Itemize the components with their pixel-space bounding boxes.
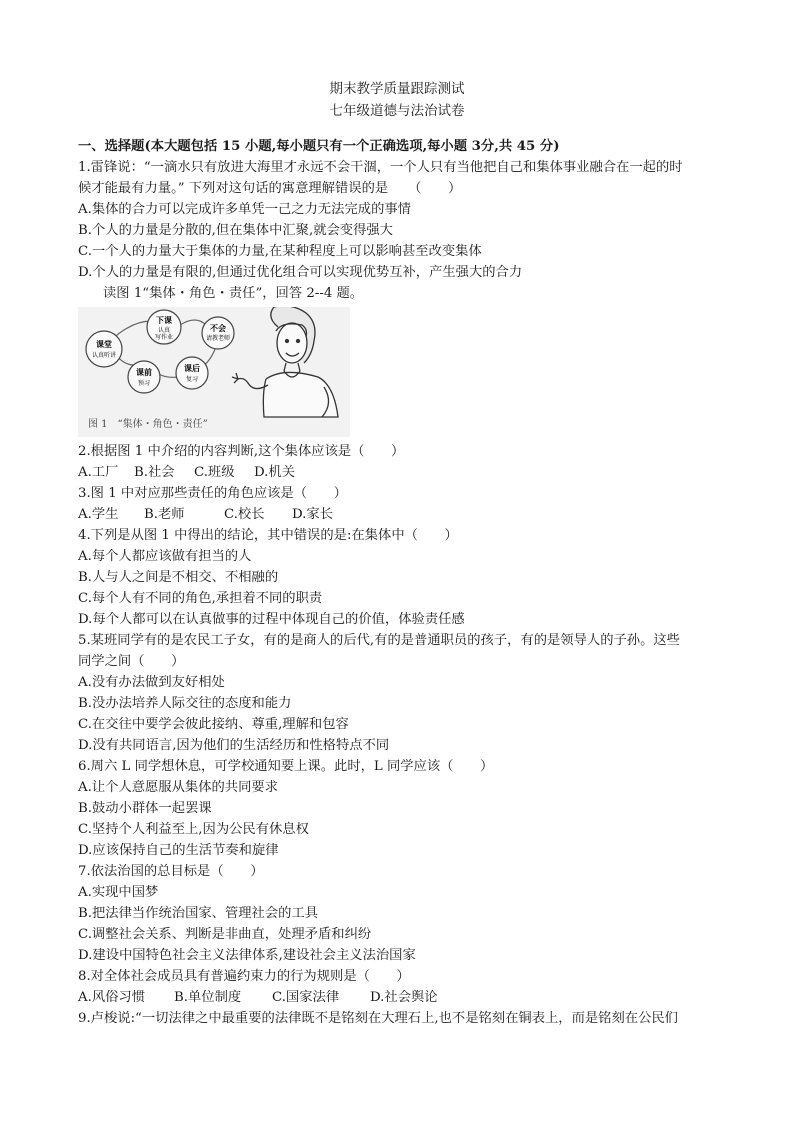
question-8-option-a: A.风俗习惯	[78, 990, 146, 1005]
bubble-review	[176, 357, 208, 389]
question-5-stem-line2: 同学之间（ ）	[78, 654, 185, 669]
bubble-sublabel: 写作业	[154, 334, 174, 341]
question-4-option-b: B.人与人之间是不相交、不相融的	[78, 570, 279, 585]
question-3-stem: 3.图 1 中对应那些责任的角色应该是（ ）	[78, 486, 347, 501]
question-7-option-d: D.建设中国特色社会主义法律体系,建设社会主义法治国家	[78, 948, 416, 963]
question-8-option-c: C.国家法律	[272, 990, 340, 1005]
figure-1-illustration	[78, 307, 350, 437]
bubble-label: 下课	[156, 316, 172, 325]
figure-caption: 图 1 “集体・角色・责任”	[88, 419, 208, 430]
question-3-option-d: D.家长	[292, 507, 334, 522]
exam-content	[78, 136, 723, 1029]
exam-title: 期末教学质量跟踪测试	[329, 81, 465, 97]
question-6-option-d: D.应该保持自己的生活节奏和旋律	[78, 843, 279, 858]
question-7-option-a: A.实现中国梦	[78, 885, 159, 900]
bubble-label: 课后	[184, 364, 200, 373]
question-2-option-c: C.班级	[194, 465, 235, 480]
question-5-option-b: B.没办法培养人际交往的态度和能力	[78, 696, 292, 711]
bubble-ask-teacher	[202, 317, 234, 349]
question-4-option-c: C.每个人有不同的角色,承担着不同的职责	[78, 591, 323, 606]
question-6-option-b: B.鼓动小群体一起罢课	[78, 801, 212, 816]
question-4-option-a: A.每个人都应该做有担当的人	[78, 549, 252, 564]
question-1-option-b: B.个人的力量是分散的,但在集体中汇聚,就会变得强大	[78, 223, 393, 238]
question-8-stem: 8.对全体社会成员具有普遍约束力的行为规则是（ ）	[78, 969, 410, 984]
question-1-option-c: C.一个人的力量大于集体的力量,在某种程度上可以影响甚至改变集体	[78, 244, 482, 259]
question-8-option-b: B.单位制度	[174, 990, 242, 1005]
question-1-stem-line2: 候才能最有力量。” 下列对这句话的寓意理解错误的是 （ ）	[78, 181, 462, 196]
bubble-label: 课前	[136, 368, 152, 377]
question-6-option-c: C.坚持个人利益至上,因为公民有休息权	[78, 822, 309, 837]
bubble-sublabel: 认真	[157, 327, 171, 334]
question-4-option-d: D.每个人都可以在认真做事的过程中体现自己的价值，体验责任感	[78, 612, 465, 627]
question-7-option-b: B.把法律当作统治国家、管理社会的工具	[78, 906, 319, 921]
bubble-sublabel: 请教老师	[205, 335, 231, 342]
question-8-option-d: D.社会舆论	[370, 990, 438, 1005]
question-3-option-c: C.校长	[224, 507, 265, 522]
bubble-sublabel: 复习	[185, 376, 199, 383]
question-2-option-b: B.社会	[134, 465, 175, 480]
question-8-options	[78, 987, 723, 1008]
question-3-options	[78, 504, 723, 525]
figure-instruction: 读图 1“集体・角色・责任”，回答 2--4 题。	[103, 286, 364, 301]
question-5-option-d: D.没有共同语言,因为他们的生活经历和性格特点不同	[78, 738, 390, 753]
question-7-option-c: C.调整社会关系、判断是非曲直，处理矛盾和纠纷	[78, 927, 372, 942]
figure-1	[78, 307, 350, 437]
bubble-in-class	[86, 331, 122, 367]
bubble-sublabel: 认真听讲	[91, 352, 117, 359]
question-6-option-a: A.让个人意愿服从集体的共同要求	[78, 780, 278, 795]
question-5-option-a: A.没有办法做到友好相处	[78, 675, 225, 690]
question-1-option-a: A.集体的合力可以完成许多单凭一己之力无法完成的事情	[78, 202, 411, 217]
bubble-label: 不会	[210, 324, 226, 333]
question-3-option-b: B.老师	[144, 507, 185, 522]
bubble-before-class	[128, 361, 160, 393]
question-5-stem-line1: 5.某班同学有的是农民工子女，有的是商人的后代,有的是普通职员的孩子，有的是领导人的子孙。这些	[78, 633, 680, 648]
question-2-options	[78, 462, 723, 483]
question-9-stem-line1: 9.卢梭说:“一切法律之中最重要的法律既不是铭刻在大理石上,也不是铭刻在铜表上，而是铭刻在公民们	[78, 1011, 678, 1026]
question-2-stem: 2.根据图 1 中介绍的内容判断,这个集体应该是（ ）	[78, 444, 405, 459]
question-1-stem-line1: 1.雷锋说：“一滴水只有放进大海里才永远不会干涸，一个人只有当他把自己和集体事业融合在一起的时	[78, 160, 683, 175]
exam-header	[0, 78, 794, 122]
question-5-option-c: C.在交往中要学会彼此接纳、尊重,理解和包容	[78, 717, 349, 732]
question-3-option-a: A.学生	[78, 507, 119, 522]
question-1-option-d: D.个人的力量是有限的,但通过优化组合可以实现优势互补，产生强大的合力	[78, 265, 523, 280]
bubble-sublabel: 预习	[137, 380, 151, 387]
question-4-stem: 4.下列是从图 1 中得出的结论，其中错误的是:在集体中（ ）	[78, 528, 458, 543]
question-2-option-a: A.工厂	[78, 465, 119, 480]
question-7-stem: 7.依法治国的总目标是（ ）	[78, 864, 264, 879]
bubble-label: 课堂	[96, 340, 112, 349]
question-6-stem: 6.周六 L 同学想休息，可学校通知要上课。此时，L 同学应该（ ）	[78, 759, 494, 774]
exam-subtitle: 七年级道德与法治试卷	[329, 103, 465, 119]
question-2-option-d: D.机关	[254, 465, 296, 480]
section-heading: 一、选择题(本大题包括 15 小题,每小题只有一个正确选项,每小题 3分,共 45 分)	[78, 139, 560, 154]
